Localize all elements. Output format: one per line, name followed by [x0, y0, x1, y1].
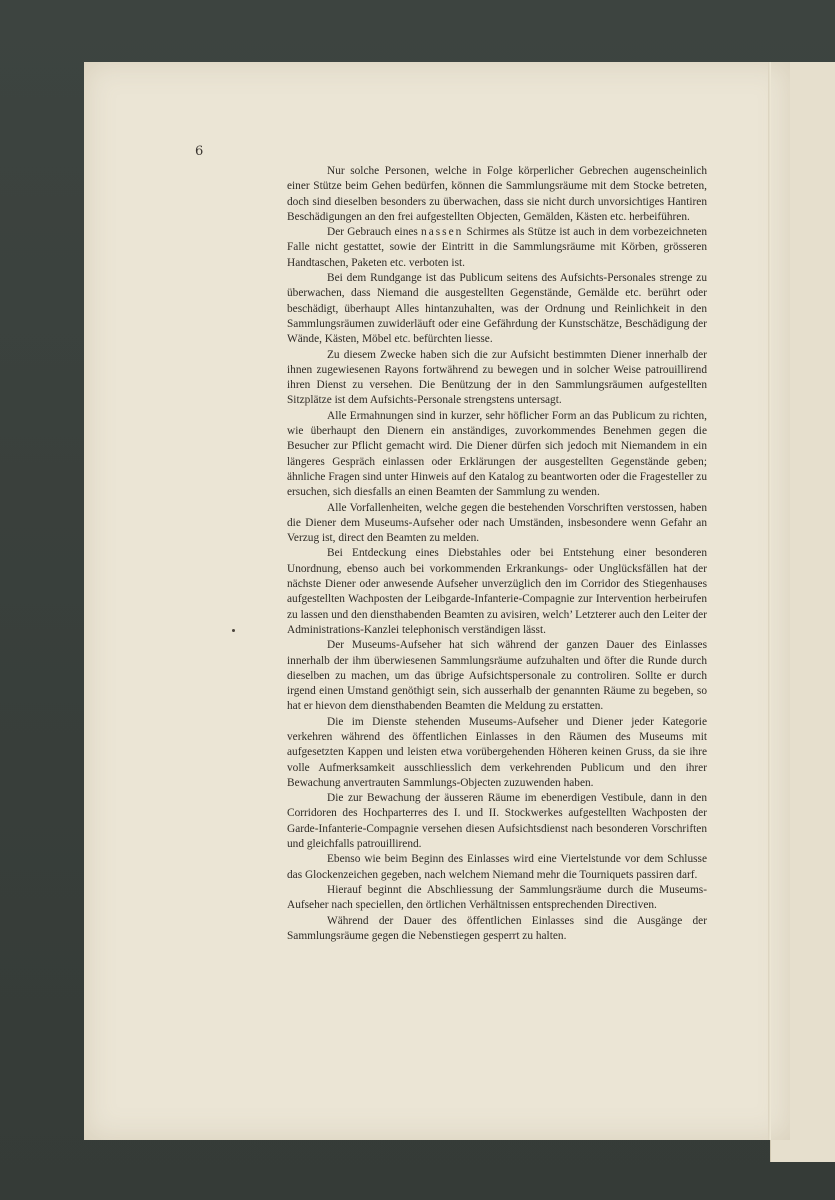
paragraph: Alle Ermahnungen sind in kurzer, sehr höflicher Form an das Publicum zu richten, wie überhaupt den Dienern ein anständiges, zuvorkommendes Benehmen gegen die Besucher zur Pflicht gemacht wird. Die Diener dürfen sich jedoch mit Niemandem in ein längeres Gespräch einlassen oder Erklärungen der ausgestellten Gegenstände geben; ähnliche Fragen sind unter Hinweis auf den Katalog zu beantworten oder die Fragesteller zu ersuchen, sich diesfalls an einen Beamten der Sammlung zu wenden. — [287, 409, 707, 499]
paragraph: Ebenso wie beim Beginn des Einlasses wird eine Viertelstunde vor dem Schlusse das Glockenzeichen gegeben, nach welchem Niemand mehr die Tourniquets passiren darf. — [287, 853, 707, 881]
paragraph: Während der Dauer des öffentlichen Einlasses sind die Ausgänge der Sammlungsräume gegen die Nebenstiegen gesperrt zu halten. — [287, 914, 707, 942]
paragraph: Nur solche Personen, welche in Folge körperlicher Gebrechen augenscheinlich einer Stütze beim Gehen bedürfen, können die Sammlungsräume mit dem Stocke betreten, doch sind dieselben besonders zu überwachen, dass sie nicht durch unvorsichtiges Hantiren Beschädigungen an den frei aufgestellten Objecten, Gemälden, Kästen etc. herbeiführen. — [287, 165, 707, 223]
paragraph: Der Museums-Aufseher hat sich während der ganzen Dauer des Einlasses innerhalb der ihm überwiesenen Sammlungsräume aufzuhalten und öfter die Runde durch dieselben zu machen, um das übrige Aufsichtspersonale zu controliren. Sollte er durch irgend einen Umstand genöthigt sein, sich ausserhalb der genannten Räume zu begeben, so hat er hievon dem diensthabenden Beamten die Meldung zu erstatten. — [287, 639, 707, 713]
paragraph: Die zur Bewachung der äusseren Räume im ebenerdigen Vestibule, dann in den Corridoren des Hochparterres des I. und II. Stockwerkes aufgestellten Wachposten der Garde-Infanterie-Compagnie versehen diesen Aufsichtsdienst nach besonderen Vorschriften und gleichfalls patrouillirend. — [287, 792, 707, 851]
margin-mark — [232, 629, 235, 632]
page-number: 6 — [195, 144, 204, 159]
paragraph: Die im Dienste stehenden Museums-Aufseher und Diener jeder Kategorie verkehren während des öffentlichen Einlasses in den Räumen des Museums mit aufgesetzten Kappen und leisten etwa vorübergehenden Höheren keinen Gruss, da sie ihre volle Aufmerksamkeit ausschliesslich dem verkehrenden Publicum und den ihrer Bewachung anvertrauten Sammlungs-Objecten zuzuwenden haben. — [287, 715, 707, 789]
emphasized-word: nassen — [421, 226, 464, 239]
paragraph: Alle Vorfallenheiten, welche gegen die bestehenden Vorschriften verstossen, haben die Diener dem Museums-Aufseher oder nach Umständen, insbesondere wenn Gefahr an Verzug ist, direct den Beamten zu melden. — [287, 501, 707, 545]
paragraph — [287, 225, 707, 271]
body-text — [287, 164, 707, 944]
paragraph-text: Der Gebrauch eines — [327, 226, 422, 239]
paragraph: Zu diesem Zwecke haben sich die zur Aufsicht bestimmten Diener innerhalb der ihnen zugewiesenen Rayons fortwährend zu bewegen und in solcher Weise patrouillirend ihren Dienst zu versehen. Die Benützung der in den Sammlungsräumen aufgestellten Sitzplätze ist dem Aufsichts-Personale strengstens untersagt. — [287, 348, 707, 407]
paragraph: Bei dem Rundgange ist das Publicum seitens des Aufsichts-Personales strenge zu überwachen, dass Niemand die ausgestellten Gegenstände, Gemälde etc. berührt oder beschädigt, überhaupt Alles hintanzuhalten, was der Ordnung und Reinlichkeit in den Sammlungsräumen zuwiderläuft oder eine Gefährdung der Kunstschätze, Beschädigung der Wände, Kästen, Möbel etc. befürchten liesse. — [287, 272, 707, 346]
paragraph: Hierauf beginnt die Abschliessung der Sammlungsräume durch die Museums-Aufseher nach speciellen, den örtlichen Verhältnissen entsprechenden Directiven. — [287, 883, 707, 912]
paragraph: Bei Entdeckung eines Diebstahles oder bei Entstehung einer besonderen Unordnung, ebenso auch bei vorkommenden Erkrankungs- oder Unglücksfällen hat der nächste Diener oder anwesende Aufseher unverzüglich den im Corridor des Stiegenhauses aufgestellten Wachposten der Leibgarde-Infanterie-Compagnie zur Intervention herbeirufen zu lassen und den diensthabenden Beamten zu avisiren, welch’ Letzterer auch den Leiter der Administrations-Kanzlei telephonisch verständigen lässt. — [287, 547, 707, 636]
page-fold — [768, 62, 771, 1140]
paragraph-text: Schirmes als Stütze ist auch in dem vorbezeichneten Falle nicht gestattet, sowie der Eintritt in die Sammlungsräume mit Körben, grösseren Handtaschen, Paketen etc. verboten ist. — [287, 226, 707, 269]
